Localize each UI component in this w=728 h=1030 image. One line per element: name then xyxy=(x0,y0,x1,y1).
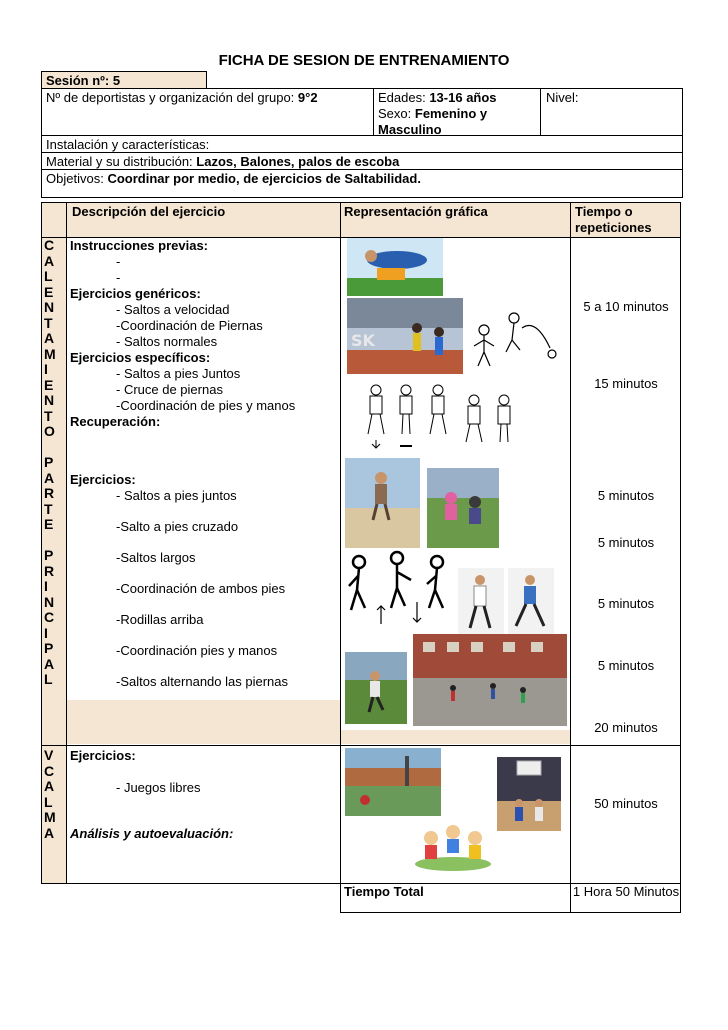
cooldown-time: 50 minutos xyxy=(594,796,658,811)
installation-row: Instalación y características: xyxy=(41,135,683,153)
main-photo-coordination xyxy=(508,568,554,634)
main-time-1: 5 minutos xyxy=(597,488,655,503)
main-item-5: -Rodillas arriba xyxy=(116,612,204,627)
main-item-6: -Coordinación pies y manos xyxy=(116,643,278,658)
warmup-line: - xyxy=(116,270,121,285)
main-side-letter: P xyxy=(44,547,54,563)
main-time-3: 5 minutos xyxy=(597,596,655,611)
cooldown-heading: Ejercicios: xyxy=(70,748,136,763)
cooldown-side-letter: A xyxy=(44,824,55,841)
main-side-letter: R xyxy=(44,562,55,579)
main-photo-group-jump xyxy=(427,468,499,548)
col-description: Descripción del ejercicio xyxy=(72,204,226,219)
main-side-letter xyxy=(44,533,68,549)
objectives-row: Objetivos: Coordinar por medio, de ejercicios de Saltabilidad. xyxy=(41,169,683,198)
level: Nivel: xyxy=(546,90,579,105)
warmup-line: - Cruce de piernas xyxy=(116,382,223,397)
warmup-side-letter: I xyxy=(44,361,48,377)
warmup-line: - Saltos normales xyxy=(116,334,218,349)
warmup-side-label xyxy=(41,238,68,440)
warmup-content xyxy=(70,238,338,430)
warmup-side-letter: L xyxy=(44,268,53,284)
session-number: Sesión nº: 5 xyxy=(41,71,207,89)
main-time-4: 5 minutos xyxy=(597,658,655,673)
main-photo-beach-jump xyxy=(345,458,420,548)
main-time-5: 20 minutos xyxy=(594,720,658,735)
col-graphic: Representación gráfica xyxy=(344,204,488,219)
warmup-side-letter: A xyxy=(44,330,55,346)
warmup-line: -Coordinación de pies y manos xyxy=(116,398,296,413)
cooldown-side-letter: C xyxy=(44,762,55,779)
main-side-letter: T xyxy=(44,500,53,517)
main-item-3: -Saltos largos xyxy=(116,550,196,565)
warmup-photo-stretch xyxy=(347,238,443,296)
main-side-letter: L xyxy=(44,671,53,687)
cooldown-item: - Juegos libres xyxy=(116,780,201,795)
warmup-drawing-jump xyxy=(466,308,566,372)
main-item-2: -Salto a pies cruzado xyxy=(116,519,239,534)
warmup-side-letter: N xyxy=(44,392,55,408)
main-side-letter: E xyxy=(44,516,54,532)
cooldown-analysis: Análisis y autoevaluación: xyxy=(70,826,234,841)
col-time: Tiempo o repeticiones xyxy=(575,204,652,235)
warmup-line: Ejercicios específicos: xyxy=(70,350,211,365)
main-side-label xyxy=(41,455,68,688)
main-side-letter: I xyxy=(44,578,48,594)
warmup-time-1: 5 a 10 minutos xyxy=(583,299,669,314)
main-item-4: -Coordinación de ambos pies xyxy=(116,581,286,596)
total-label: Tiempo Total xyxy=(344,884,424,899)
material-row: Material y su distribución: Lazos, Balones, palos de escoba xyxy=(41,152,683,170)
main-side-letter: A xyxy=(44,469,55,486)
warmup-side-letter: N xyxy=(44,299,55,315)
warmup-side-letter: A xyxy=(44,252,55,269)
warmup-line: Instrucciones previas: xyxy=(70,238,208,253)
warmup-line: Ejercicios genéricos: xyxy=(70,286,201,301)
main-side-letter: R xyxy=(44,485,55,501)
cooldown-photo-basketball xyxy=(497,757,561,831)
main-side-letter: P xyxy=(44,640,54,656)
ages-sex: Edades: 13-16 años Sexo: Femenino y Masculino xyxy=(378,90,497,137)
warmup-line: -Coordinación de Piernas xyxy=(116,318,263,333)
warmup-line: - xyxy=(116,254,121,269)
main-photo-knees-up xyxy=(458,568,504,634)
group-organization: Nº de deportistas y organización del grupo: 9°2 xyxy=(46,90,318,105)
main-side-letter: I xyxy=(44,624,48,641)
warmup-side-letter: T xyxy=(44,314,53,331)
warmup-drawing-legs xyxy=(350,378,458,452)
cooldown-side-letter: V xyxy=(44,747,54,763)
main-item-1: - Saltos a pies juntos xyxy=(116,488,237,503)
main-item-7: -Saltos alternando las piernas xyxy=(116,674,288,689)
main-side-letter: C xyxy=(44,609,55,625)
warmup-side-letter: T xyxy=(44,407,53,424)
warmup-photo-sprint xyxy=(347,298,463,374)
main-side-letter: P xyxy=(44,454,54,470)
warmup-side-letter: O xyxy=(44,423,55,439)
total-value: 1 Hora 50 Minutos xyxy=(572,884,680,899)
warmup-side-letter: E xyxy=(44,376,54,393)
main-drawing-stick-figures xyxy=(345,550,457,626)
main-time-2: 5 minutos xyxy=(597,535,655,550)
warmup-line: - Saltos a pies Juntos xyxy=(116,366,241,381)
cooldown-drawing-kids xyxy=(413,818,493,872)
warmup-side-letter: E xyxy=(44,283,54,300)
cooldown-photo-court xyxy=(345,748,441,816)
warmup-time-2: 15 minutos xyxy=(594,376,658,391)
main-photo-schoolyard xyxy=(413,634,567,726)
warmup-side-letter: M xyxy=(44,345,56,362)
page-title: FICHA DE SESION DE ENTRENAMIENTO xyxy=(218,52,510,69)
warmup-side-letter: C xyxy=(44,237,55,253)
main-photo-field xyxy=(345,652,407,724)
main-heading: Ejercicios: xyxy=(70,472,136,487)
warmup-line: Recuperación: xyxy=(70,414,161,429)
main-side-letter: A xyxy=(44,655,55,672)
svg-text:SK: SK xyxy=(351,331,375,350)
cooldown-side-label xyxy=(41,748,68,841)
cooldown-side-letter: M xyxy=(44,809,56,825)
main-side-letter: N xyxy=(44,593,55,610)
warmup-drawing-legs-2 xyxy=(460,392,520,450)
warmup-line: - Saltos a velocidad xyxy=(116,302,230,317)
cooldown-side-letter: A xyxy=(44,778,55,794)
cooldown-side-letter: L xyxy=(44,793,53,810)
